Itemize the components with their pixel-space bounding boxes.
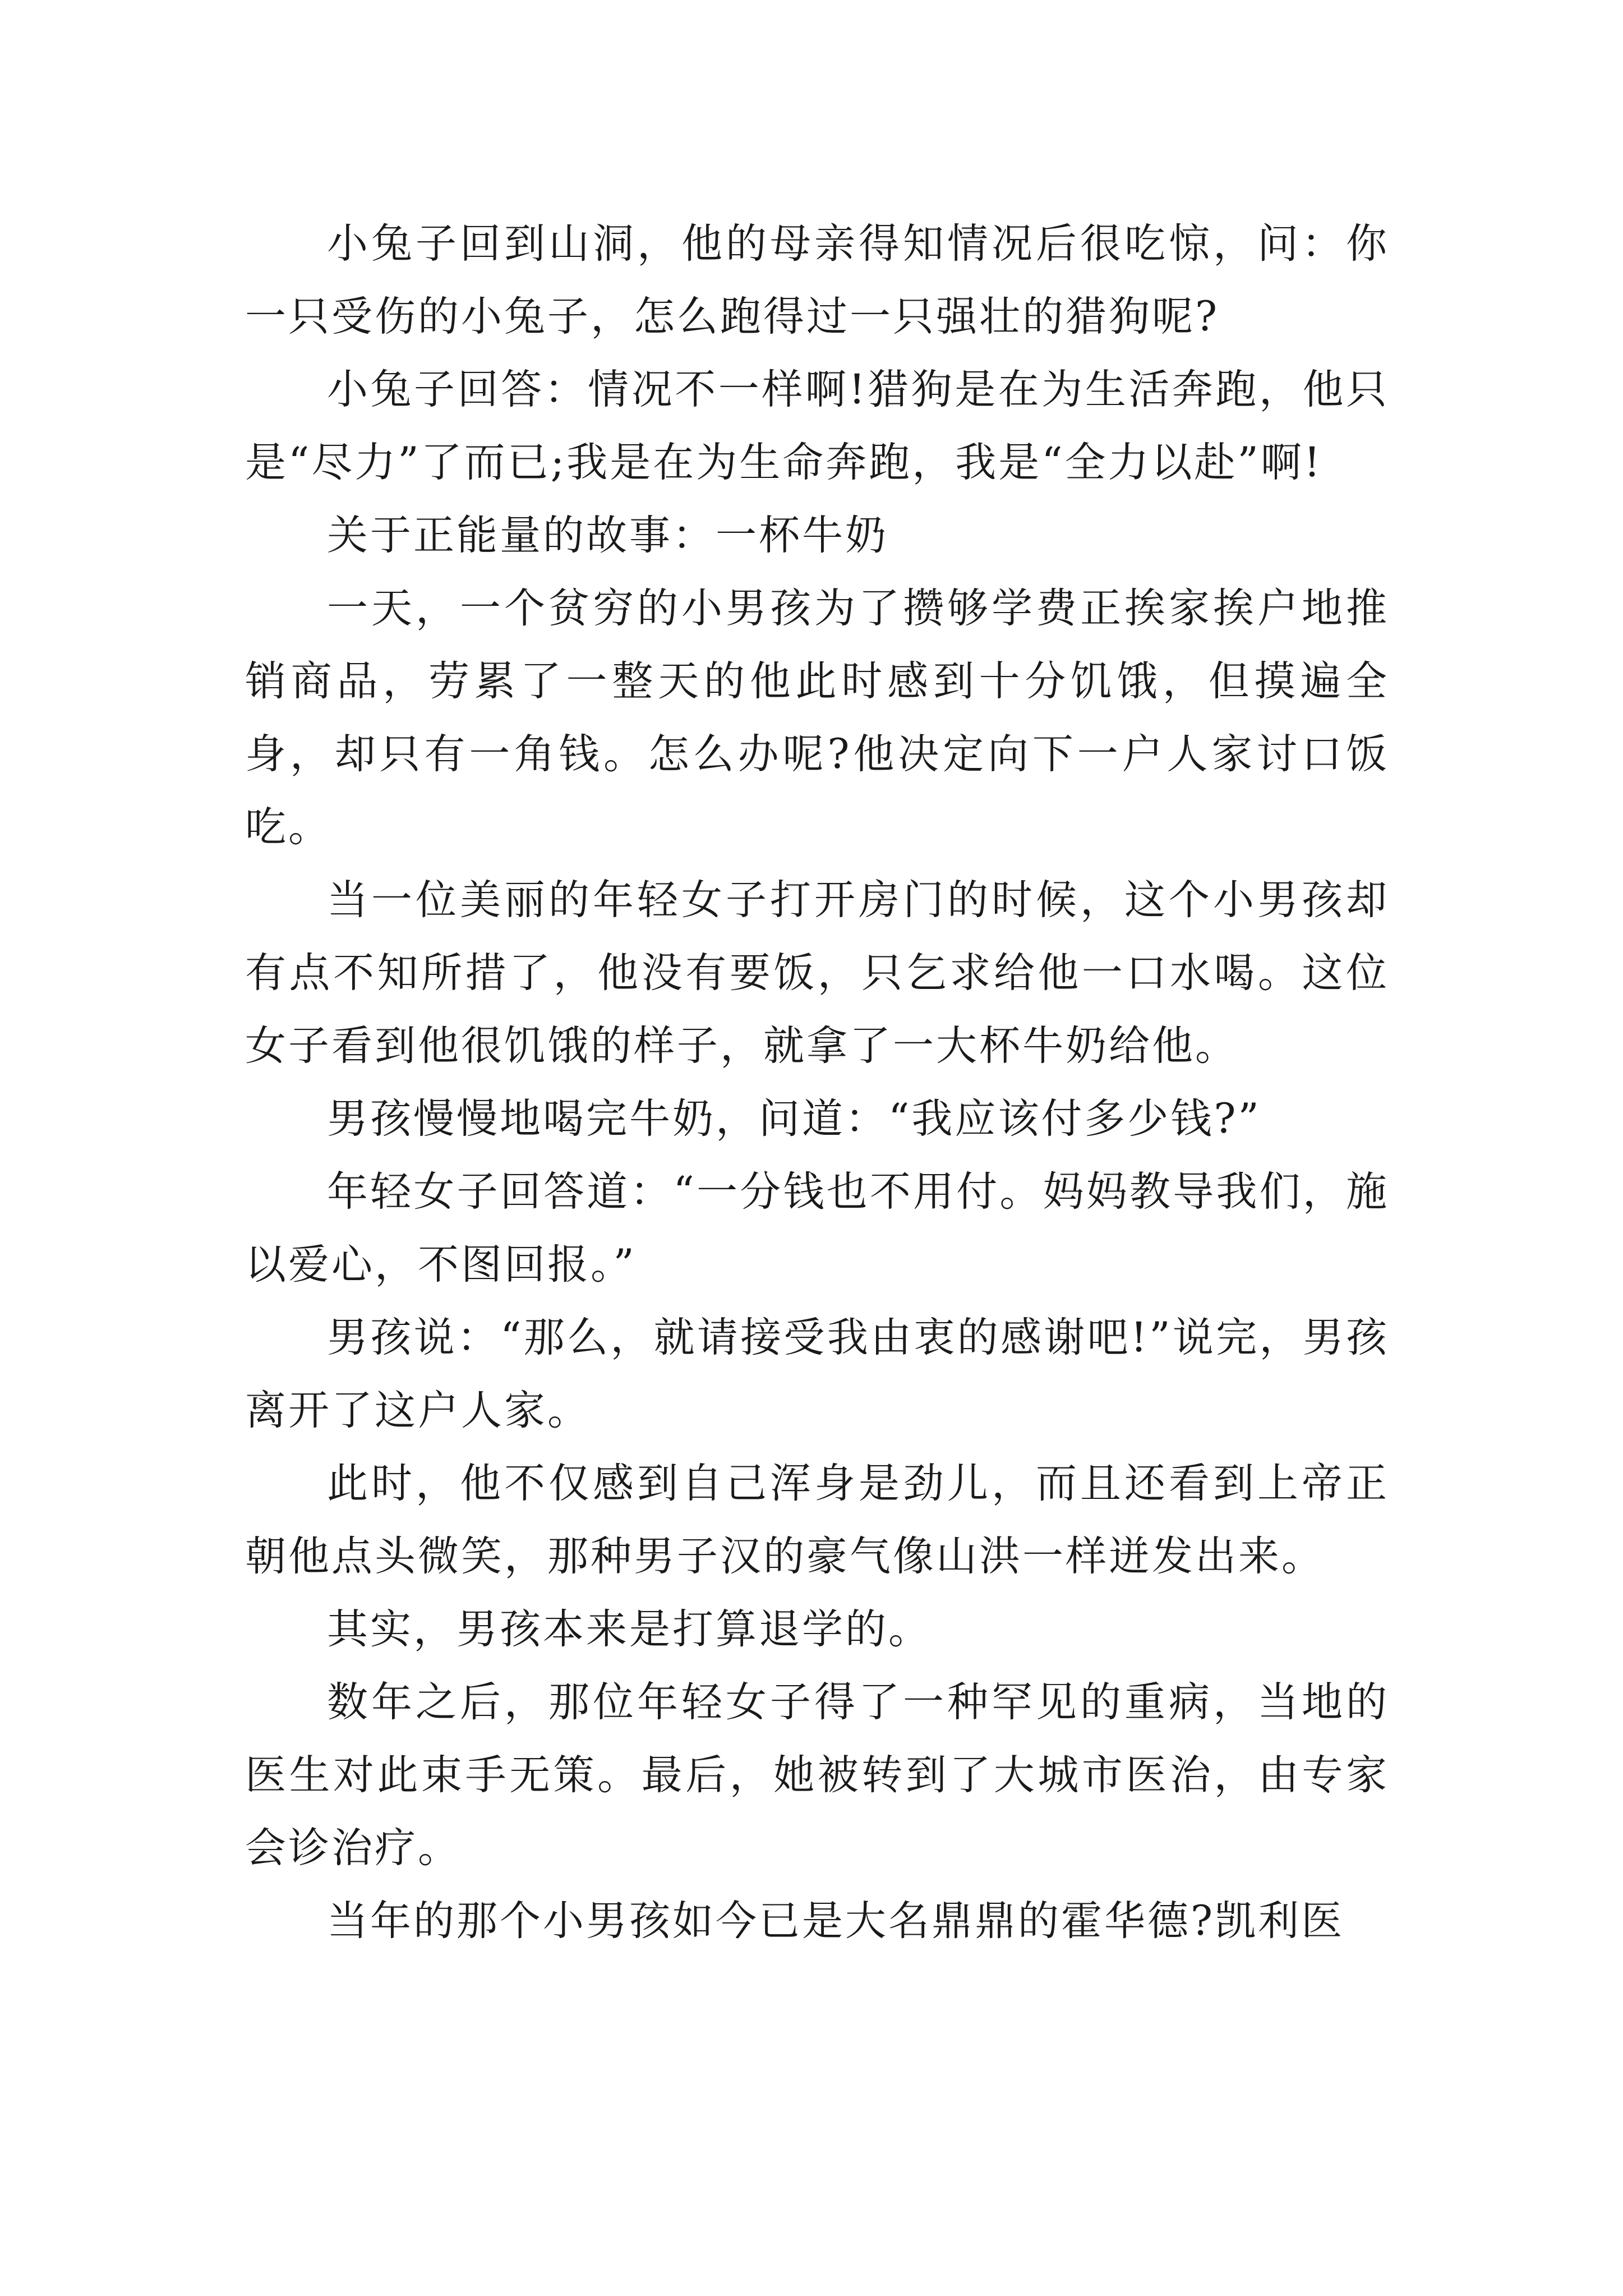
paragraph: 数年之后，那位年轻女子得了一种罕见的重病，当地的医生对此束手无策。最后，她被转到了大城市医治，由专家会诊治疗。 [245,1678,1389,1872]
paragraph: 此时，他不仅感到自己浑身是劲儿，而且还看到上帝正朝他点头微笑，那种男子汉的豪气像山洪一样迸发出来。 [245,1460,1389,1580]
paragraph: 男孩慢慢地喝完牛奶，问道：“我应该付多少钱?” [327,1095,1261,1143]
paragraph: 小兔子回答：情况不一样啊!猎狗是在为生活奔跑，他只是“尽力”了而已;我是在为生命奔跑，我是“全力以赴”啊! [245,366,1389,486]
paragraph: 当一位美丽的年轻女子打开房门的时候，这个小男孩却有点不知所措了，他没有要饭，只乞求给他一口水喝。这位女子看到他很饥饿的样子，就拿了一大杯牛奶给他。 [245,876,1389,1070]
document-body [245,208,1389,1958]
paragraph: 年轻女子回答道：“一分钱也不用付。妈妈教导我们，施以爱心，不图回报。” [245,1168,1389,1289]
paragraph: 小兔子回到山洞，他的母亲得知情况后很吃惊，问：你一只受伤的小兔子，怎么跑得过一只强壮的猎狗呢? [245,220,1389,341]
paragraph: 男孩说：“那么，就请接受我由衷的感谢吧!”说完，男孩离开了这户人家。 [245,1314,1389,1434]
paragraph: 一天，一个贫穷的小男孩为了攒够学费正挨家挨户地推销商品，劳累了一整天的他此时感到十分饥饿，但摸遍全身，却只有一角钱。怎么办呢?他决定向下一户人家讨口饭吃。 [245,585,1389,851]
paragraph: 其实，男孩本来是打算退学的。 [327,1605,932,1653]
paragraph: 当年的那个小男孩如今已是大名鼎鼎的霍华德?凯利医 [327,1897,1345,1945]
section-heading: 关于正能量的故事：一杯牛奶 [327,512,888,559]
